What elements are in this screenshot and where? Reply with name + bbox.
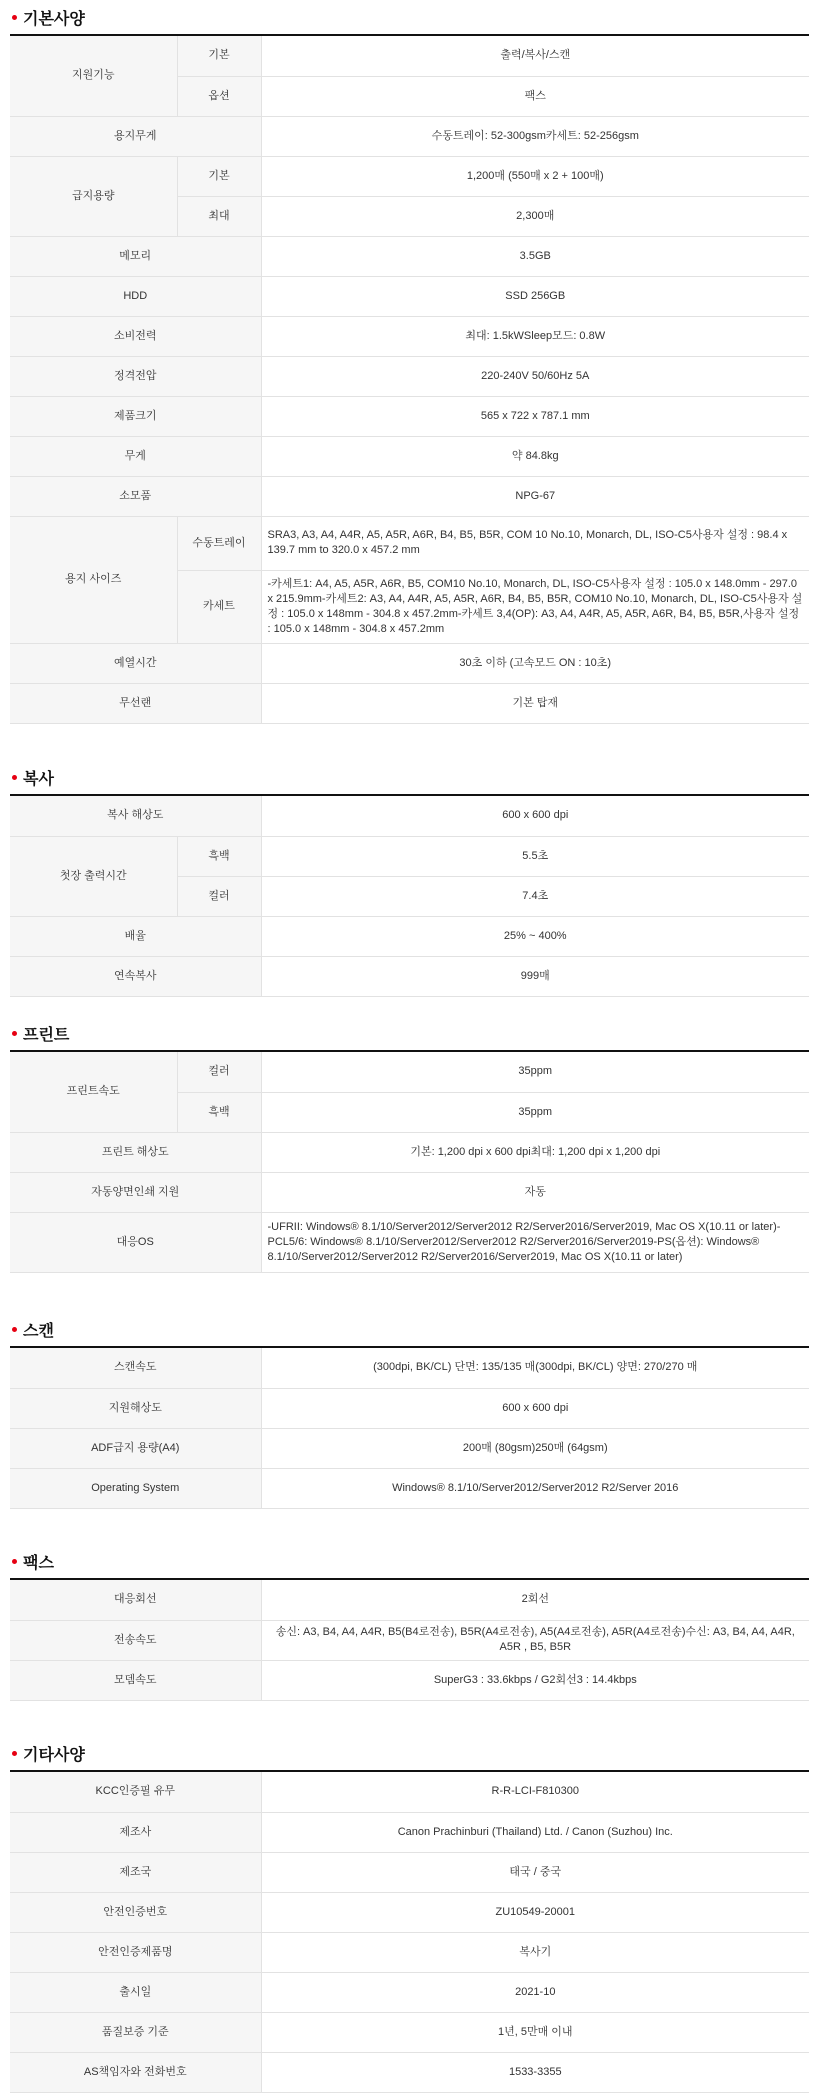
row-value: SuperG3 : 33.6kbps / G2회선3 : 14.4kbps: [261, 1660, 809, 1700]
section-title-text: 기본사양: [23, 10, 85, 28]
spec-section: [10, 1016, 809, 1273]
row-value: 자동: [261, 1172, 809, 1212]
row-header: 프린트속도: [10, 1052, 177, 1132]
spec-section: [10, 0, 809, 724]
table-row: [10, 1052, 809, 1092]
table-row: [10, 476, 809, 516]
spec-section: [10, 1312, 809, 1509]
table-row: [10, 1660, 809, 1700]
table-row: [10, 276, 809, 316]
table-row: [10, 916, 809, 956]
table-row: [10, 1468, 809, 1508]
row-header: 프린트 해상도: [10, 1132, 261, 1172]
row-header: HDD: [10, 276, 261, 316]
row-subheader: 컬러: [177, 876, 261, 916]
row-header: 안전인증번호: [10, 1892, 261, 1932]
row-value: ZU10549-20001: [261, 1892, 809, 1932]
row-header: 출시일: [10, 1972, 261, 2012]
table-row: [10, 1348, 809, 1388]
row-subheader: 최대: [177, 196, 261, 236]
row-value: 5.5초: [261, 836, 809, 876]
row-value: 3.5GB: [261, 236, 809, 276]
table-row: [10, 2052, 809, 2092]
bullet-icon: [12, 775, 17, 780]
row-value: 기본 탑재: [261, 683, 809, 723]
table-row: [10, 1212, 809, 1272]
row-value: 수동트레이: 52-300gsm카세트: 52-256gsm: [261, 116, 809, 156]
row-value: 송신: A3, B4, A4, A4R, B5(B4로전송), B5R(A4로전송), A5(A4로전송), A5R(A4로전송)수신: A3, B4, A4, A4R, A5R , B5, B5R: [261, 1620, 809, 1660]
row-value: 2021-10: [261, 1972, 809, 2012]
row-value: R-R-LCI-F810300: [261, 1772, 809, 1812]
section-title-text: 팩스: [23, 1554, 54, 1572]
row-header: 예열시간: [10, 643, 261, 683]
table-row: [10, 116, 809, 156]
table-row: [10, 236, 809, 276]
row-value: 30초 이하 (고속모드 ON : 10초): [261, 643, 809, 683]
row-value: 팩스: [261, 76, 809, 116]
row-value: (300dpi, BK/CL) 단면: 135/135 매(300dpi, BK/CL) 양면: 270/270 매: [261, 1348, 809, 1388]
row-value: 220-240V 50/60Hz 5A: [261, 356, 809, 396]
section-title: [10, 0, 809, 36]
spec-section: [10, 760, 809, 997]
table-row: [10, 1388, 809, 1428]
row-header: 복사 해상도: [10, 796, 261, 836]
spec-table: [10, 1580, 809, 1701]
table-row: [10, 396, 809, 436]
table-row: [10, 1580, 809, 1620]
row-subheader: 기본: [177, 36, 261, 76]
row-header: 무선랜: [10, 683, 261, 723]
bullet-icon: [12, 1327, 17, 1332]
table-row: [10, 1852, 809, 1892]
row-header: AS책임자와 전화번호: [10, 2052, 261, 2092]
row-header: 용지무게: [10, 116, 261, 156]
row-subheader: 흑백: [177, 836, 261, 876]
row-header: 지원기능: [10, 36, 177, 116]
row-value: 1년, 5만매 이내: [261, 2012, 809, 2052]
row-header: 급지용량: [10, 156, 177, 236]
row-value: 2회선: [261, 1580, 809, 1620]
row-header: KCC인증필 유무: [10, 1772, 261, 1812]
table-row: [10, 2012, 809, 2052]
table-row: [10, 643, 809, 683]
section-title: [10, 1016, 809, 1052]
row-value: 기본: 1,200 dpi x 600 dpi최대: 1,200 dpi x 1,200 dpi: [261, 1132, 809, 1172]
row-value: 최대: 1.5kWSleep모드: 0.8W: [261, 316, 809, 356]
section-title: [10, 1544, 809, 1580]
table-row: [10, 956, 809, 996]
section-title: [10, 1736, 809, 1772]
table-row: [10, 1772, 809, 1812]
row-value: 1,200매 (550매 x 2 + 100매): [261, 156, 809, 196]
row-subheader: 흑백: [177, 1092, 261, 1132]
table-row: [10, 836, 809, 876]
table-row: [10, 1172, 809, 1212]
table-row: [10, 683, 809, 723]
spec-section: [10, 1736, 809, 2093]
row-value: NPG-67: [261, 476, 809, 516]
table-row: [10, 436, 809, 476]
section-title-text: 복사: [23, 770, 54, 788]
row-value: -카세트1: A4, A5, A5R, A6R, B5, COM10 No.10, Monarch, DL, ISO-C5사용자 설정 : 105.0 x 148.0mm - 297.0 x 215.9mm-카세트2: A3, A4, A4R, A5, A5R, A6R, B4, B5, B5R, COM10 No.10, Monarch, DL, ISO-C5사용자 설정 : 105.0 x 148mm - 304.8 x 457.2mm-카세트 3,4(OP): A3, A4, A4R, A5, A5R, A6R, B4, B5, B5R,사용자 설정 : 105.0 x 148mm - 304.8 x 457.2mm: [261, 570, 809, 643]
row-header: 소비전력: [10, 316, 261, 356]
spec-table: [10, 36, 809, 724]
row-header: 제품크기: [10, 396, 261, 436]
section-title-text: 프린트: [23, 1026, 70, 1044]
spec-table: [10, 1348, 809, 1509]
table-row: [10, 1972, 809, 2012]
section-title: [10, 760, 809, 796]
row-header: 소모품: [10, 476, 261, 516]
row-subheader: 컬러: [177, 1052, 261, 1092]
row-header: 지원해상도: [10, 1388, 261, 1428]
row-header: 제조사: [10, 1812, 261, 1852]
table-row: [10, 156, 809, 196]
row-value: 35ppm: [261, 1052, 809, 1092]
table-row: [10, 516, 809, 570]
bullet-icon: [12, 15, 17, 20]
row-subheader: 옵션: [177, 76, 261, 116]
spec-table: [10, 1052, 809, 1273]
row-value: 태국 / 중국: [261, 1852, 809, 1892]
row-header: Operating System: [10, 1468, 261, 1508]
row-value: 2,300매: [261, 196, 809, 236]
table-row: [10, 36, 809, 76]
row-header: 대응OS: [10, 1212, 261, 1272]
row-value: 약 84.8kg: [261, 436, 809, 476]
row-header: 제조국: [10, 1852, 261, 1892]
spec-table: [10, 796, 809, 997]
row-value: 출력/복사/스캔: [261, 36, 809, 76]
row-header: 무게: [10, 436, 261, 476]
row-value: SSD 256GB: [261, 276, 809, 316]
row-header: 용지 사이즈: [10, 516, 177, 643]
row-header: 연속복사: [10, 956, 261, 996]
table-row: [10, 796, 809, 836]
table-row: [10, 356, 809, 396]
row-value: 7.4초: [261, 876, 809, 916]
row-header: 안전인증제품명: [10, 1932, 261, 1972]
row-subheader: 카세트: [177, 570, 261, 643]
table-row: [10, 1132, 809, 1172]
spec-table: [10, 1772, 809, 2093]
row-value: 35ppm: [261, 1092, 809, 1132]
table-row: [10, 1892, 809, 1932]
row-header: 모뎀속도: [10, 1660, 261, 1700]
row-header: 배율: [10, 916, 261, 956]
bullet-icon: [12, 1559, 17, 1564]
row-value: 565 x 722 x 787.1 mm: [261, 396, 809, 436]
section-title-text: 스캔: [23, 1322, 54, 1340]
row-header: 대응회선: [10, 1580, 261, 1620]
row-value: 200매 (80gsm)250매 (64gsm): [261, 1428, 809, 1468]
table-row: [10, 1932, 809, 1972]
row-header: 첫장 출력시간: [10, 836, 177, 916]
row-value: 600 x 600 dpi: [261, 1388, 809, 1428]
row-value: SRA3, A3, A4, A4R, A5, A5R, A6R, B4, B5, B5R, COM 10 No.10, Monarch, DL, ISO-C5사용자 설정 : 98.4 x 139.7 mm to 320.0 x 457.2 mm: [261, 516, 809, 570]
row-value: Canon Prachinburi (Thailand) Ltd. / Canon (Suzhou) Inc.: [261, 1812, 809, 1852]
section-title: [10, 1312, 809, 1348]
row-value: -UFRII: Windows® 8.1/10/Server2012/Server2012 R2/Server2016/Server2019, Mac OS X(10.11 or later)-PCL5/6: Windows® 8.1/10/Server2012/Server2012 R2/Server2016/Server2019-PS(옵션): Windows® 8.1/10/Server2012/Server2012 R2/Server2016/Server2019, Mac OS X(10.11 or later): [261, 1212, 809, 1272]
row-subheader: 기본: [177, 156, 261, 196]
row-header: ADF급지 용량(A4): [10, 1428, 261, 1468]
section-title-text: 기타사양: [23, 1746, 85, 1764]
row-header: 정격전압: [10, 356, 261, 396]
row-header: 메모리: [10, 236, 261, 276]
table-row: [10, 316, 809, 356]
table-row: [10, 1620, 809, 1660]
row-value: 25% ~ 400%: [261, 916, 809, 956]
row-header: 스캔속도: [10, 1348, 261, 1388]
row-value: 999매: [261, 956, 809, 996]
row-value: Windows® 8.1/10/Server2012/Server2012 R2/Server 2016: [261, 1468, 809, 1508]
row-header: 자동양면인쇄 지원: [10, 1172, 261, 1212]
row-subheader: 수동트레이: [177, 516, 261, 570]
row-header: 전송속도: [10, 1620, 261, 1660]
spec-section: [10, 1544, 809, 1701]
row-value: 600 x 600 dpi: [261, 796, 809, 836]
table-row: [10, 1812, 809, 1852]
row-header: 품질보증 기준: [10, 2012, 261, 2052]
row-value: 복사기: [261, 1932, 809, 1972]
bullet-icon: [12, 1031, 17, 1036]
bullet-icon: [12, 1751, 17, 1756]
row-value: 1533-3355: [261, 2052, 809, 2092]
table-row: [10, 1428, 809, 1468]
